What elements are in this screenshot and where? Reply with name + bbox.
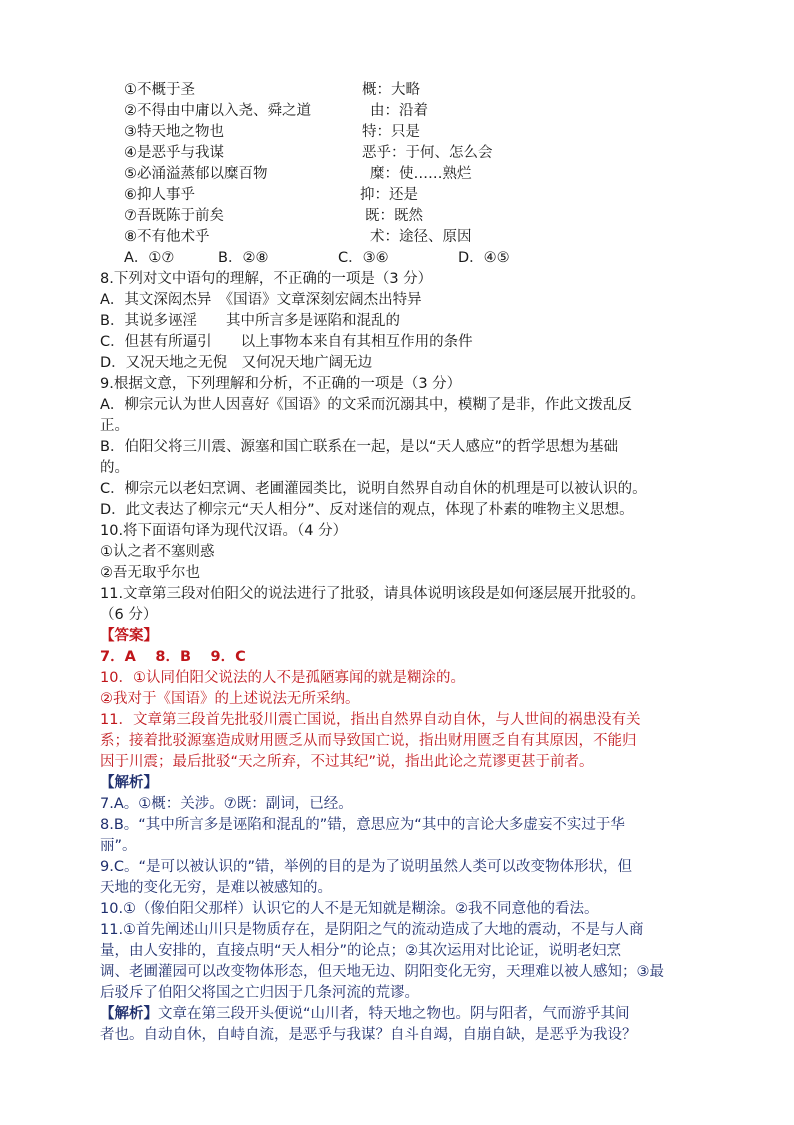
- analysis-line-4: 9.C。“是可以被认识的”错，举例的目的是为了说明虽然人类可以改变物体形状，但: [100, 859, 632, 875]
- answer-header: 【答案】: [100, 628, 158, 644]
- analysis-line-10: 后驳斥了伯阳父将国之亡归因于几条河流的荒谬。: [100, 985, 419, 1001]
- analysis-line-6: 10.①（像伯阳父那样）认识它的人不是无知就是糊涂。②我不同意他的看法。: [100, 901, 599, 917]
- q9-line-6: D．此文表达了柳宗元“天人相分”、反对迷信的观点，体现了朴素的唯物主义思想。: [100, 502, 634, 518]
- q9-line-3: B．伯阳父将三川震、源塞和国亡联系在一起，是以“天人感应”的哲学思想为基础: [100, 439, 618, 455]
- pair-left-7: ⑦吾既陈于前矣: [124, 208, 224, 224]
- pair-left-2: ②不得由中庸以入尧、舜之道: [124, 103, 311, 119]
- q7-option-c: C．③⑥: [338, 250, 389, 266]
- q10-item-1: ①认之者不塞则惑: [100, 544, 215, 560]
- q9-line-2: 正。: [100, 418, 129, 434]
- analysis-line-7: 11.①首先阐述山川只是物质存在，是阴阳之气的流动造成了大地的震动，不是与人商: [100, 922, 644, 938]
- pair-left-4: ④是恶乎与我谋: [124, 145, 224, 161]
- q9-line-4: 的。: [100, 460, 129, 476]
- q10-item-2: ②吾无取乎尔也: [100, 565, 200, 581]
- analysis-line-5: 天地的变化无穷，是难以被感知的。: [100, 880, 332, 896]
- analysis-line-8: 量，由人安排的，直接点明“天人相分”的论点；②其次运用对比论证，说明老妇烹: [100, 943, 622, 959]
- q9-line-5: C．柳宗元以老妇烹调、老圃灌园类比，说明自然界自动自休的机理是可以被认识的。: [100, 481, 647, 497]
- pair-right-8: 术：途径、原因: [370, 229, 472, 245]
- q7-option-d: D．④⑤: [458, 250, 510, 266]
- pair-right-1: 概：大略: [362, 82, 420, 98]
- analysis-final-tag: 【解析】: [100, 1006, 158, 1022]
- answer-q10-line-2: ②我对于《国语》的上述说法无所采纳。: [100, 691, 360, 707]
- answer-q11-line-3: 因于川震；最后批驳“天之所弃，不过其纪”说，指出此论之荒谬更甚于前者。: [100, 754, 594, 770]
- answer-q11-line-2: 系；接着批驳源塞造成财用匮乏从而导致国亡说，指出财用匮乏自有其原因，不能归: [100, 733, 637, 749]
- q8-option-c: C．但甚有所逼引 以上事物本来自有其相互作用的条件: [100, 334, 473, 350]
- pair-left-5: ⑤必涌溢蒸郁以糜百物: [124, 166, 268, 182]
- analysis-final-line-1: [100, 1004, 630, 1024]
- q8-option-b: B．其说多诬淫 其中所言多是诬陷和混乱的: [100, 313, 400, 329]
- q9-line-1: A．柳宗元认为世人因喜好《国语》的文采而沉溺其中，模糊了是非，作此文拨乱反: [100, 397, 632, 413]
- q9-stem: 9.根据文意，下列理解和分析，不正确的一项是（3 分）: [100, 376, 462, 392]
- q11-line-2: （6 分）: [100, 607, 158, 623]
- q11-line-1: 11.文章第三段对伯阳父的说法进行了批驳，请具体说明该段是如何逐层展开批驳的。: [100, 586, 646, 602]
- pair-left-8: ⑧不有他术乎: [124, 229, 210, 245]
- analysis-line-1: 7.A。①概：关涉。⑦既：副词，已经。: [100, 796, 353, 812]
- answer-choices: 7．A 8．B 9．C: [100, 649, 246, 665]
- analysis-final-line-2: 者也。自动自休，自峙自流，是恶乎与我谋？自斗自竭，自崩自缺，是恶乎为我设？: [100, 1027, 637, 1043]
- pair-right-5: 糜：使……熟烂: [370, 166, 472, 182]
- q7-option-b: B．②⑧: [218, 250, 269, 266]
- analysis-header: 【解析】: [100, 775, 158, 791]
- answer-q10-line-1: 10．①认同伯阳父说法的人不是孤陋寡闻的就是糊涂的。: [100, 670, 465, 686]
- answer-q11-line-1: 11．文章第三段首先批驳川震亡国说，指出自然界自动自休，与人世间的祸患没有关: [100, 712, 641, 728]
- pair-left-3: ③特天地之物也: [124, 124, 224, 140]
- pair-left-6: ⑥抑人事乎: [124, 187, 195, 203]
- pair-left-1: ①不概于圣: [124, 82, 195, 98]
- q7-option-a: A．①⑦: [124, 250, 175, 266]
- analysis-line-3: 丽”。: [100, 838, 137, 854]
- pair-right-7: 既：既然: [365, 208, 423, 224]
- q10-stem: 10.将下面语句译为现代汉语。（4 分）: [100, 523, 348, 539]
- q8-stem: 8.下列对文中语句的理解，不正确的一项是（3 分）: [100, 271, 433, 287]
- q8-option-a: A．其文深闳杰异 《国语》文章深刻宏阔杰出特异: [100, 292, 422, 308]
- analysis-final-text-1: 文章在第三段开头便说“山川者，特天地之物也。阴与阳者，气而游乎其间: [158, 1006, 630, 1022]
- analysis-line-2: 8.B。“其中所言多是诬陷和混乱的”错，意思应为“其中的言论大多虚妄不实过于华: [100, 817, 625, 833]
- pair-right-6: 抑：还是: [360, 187, 418, 203]
- pair-right-3: 特：只是: [362, 124, 420, 140]
- analysis-line-9: 调、老圃灌园可以改变物体形态，但天地无边、阴阳变化无穷，天理难以被人感知；③最: [100, 964, 664, 980]
- pair-right-2: 由：沿着: [370, 103, 428, 119]
- pair-right-4: 恶乎：于何、怎么会: [362, 145, 493, 161]
- q8-option-d: D．又况天地之无倪 又何况天地广阔无边: [100, 355, 373, 371]
